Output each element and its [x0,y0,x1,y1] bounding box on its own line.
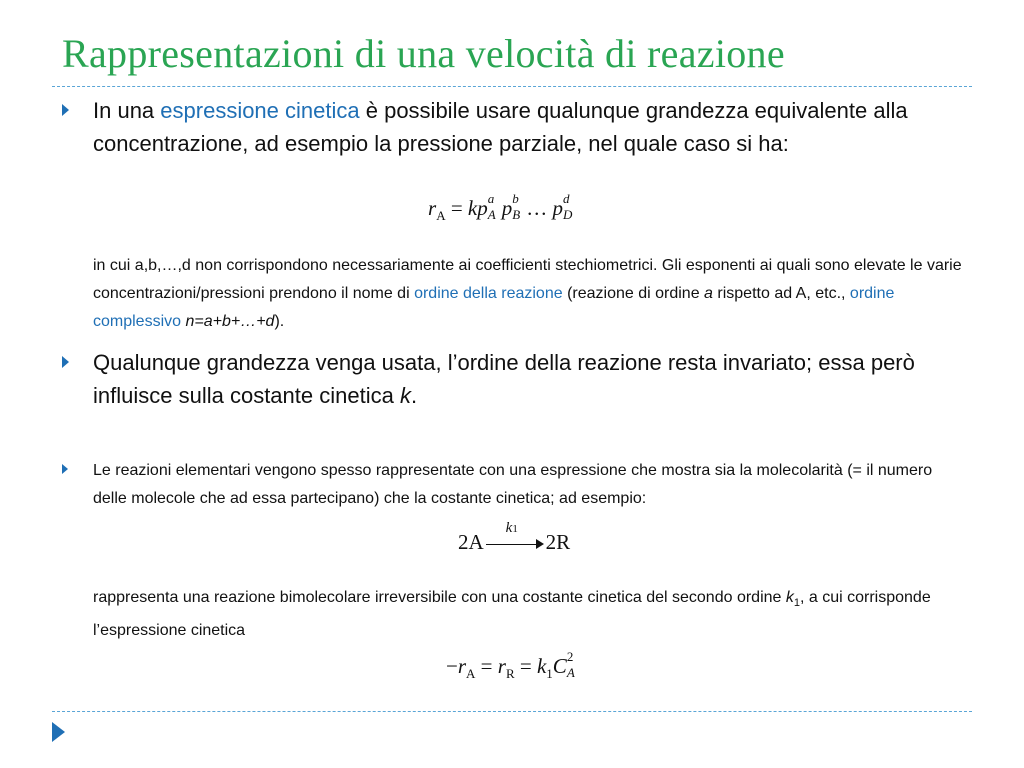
eq-superscript: 2 [566,649,574,664]
text-run: In una [93,98,161,123]
eq-ellipsis: … [526,196,548,220]
eq-subscript: B [512,207,521,222]
bullet-arrow-icon [62,356,69,368]
eq-subscript: D [563,207,573,222]
bullet-paragraph-1 [93,94,963,160]
equation-rate-pressure [428,191,577,224]
eq-subscript: A [466,666,476,681]
title-divider [52,86,972,87]
highlight-term: espressione cinetica [160,98,360,123]
text-run: . [410,383,418,408]
bullet-arrow-icon [62,464,68,474]
eq-equals: = [450,196,463,220]
eq-equals: = [480,654,493,678]
subscript: 1 [793,597,800,610]
eq-symbol: p [501,196,513,220]
highlight-term: ordine complessivo [93,285,895,330]
eq-symbol: r [497,654,506,678]
eq-symbol: p [552,196,563,220]
eq-symbol: k [505,520,513,537]
eq-symbol: k [536,654,547,678]
eq-subscript: A [436,208,446,223]
eq-symbol: r [457,654,467,678]
slide-title: Rappresentazioni di una velocità di reazione [62,31,785,76]
text-run: (reazione di ordine [562,285,705,302]
equation-rate-law [446,649,581,682]
text-run: ). [274,313,285,330]
italic-term: k [399,383,411,408]
bullet-arrow-icon [62,104,69,116]
eq-superscript: d [563,191,570,206]
eq-equals: = [519,654,532,678]
eq-subscript: A [487,207,496,222]
eq-superscript: b [512,191,519,206]
eq-symbol: C [552,654,567,678]
text-run: , a cui corrisponde l’espressione cinetica [93,589,931,640]
eq-product: 2R [545,530,571,554]
eq-subscript: 1 [546,666,553,681]
text-run: rispetto ad A, etc., [712,285,850,302]
footer-divider [52,711,972,712]
eq-symbol: p [477,196,488,220]
eq-symbol: k [467,196,478,220]
eq-minus: − [446,654,458,678]
reaction-arrow-icon [486,520,544,554]
equation-reaction [458,520,571,555]
next-slide-arrow-icon[interactable] [52,722,65,742]
note-paragraph-2 [93,584,963,645]
note-paragraph-1 [93,252,963,336]
italic-term: k [785,589,794,606]
highlight-term: ordine della reazione [414,285,563,302]
eq-subscript: 1 [512,523,518,536]
bullet-paragraph-2 [93,346,963,412]
eq-reactant: 2A [458,530,484,554]
text-run: Qualunque grandezza venga usata, l’ordine della reazione resta invariato; essa però influisce sulla costante cinetica [93,350,915,408]
italic-term: a [704,285,713,302]
bullet-paragraph-3 [93,457,963,513]
eq-symbol: r [428,196,437,220]
eq-subscript: A [566,665,575,680]
text-run: è possibile usare qualunque grandezza equivalente alla concentrazione, ad esempio la pressione parziale, nel quale caso si ha: [93,98,908,156]
text-run: rappresenta una reazione bimolecolare irreversibile con una costante cinetica del secondo ordine [93,589,786,606]
text-run: Le reazioni elementari vengono spesso rappresentate con una espressione che mostra sia la molecolarità (= il numero delle molecole che ad essa partecipano) che la costante cinetica; ad esempio: [93,462,933,507]
italic-term: n=a+b+…+d [185,313,275,330]
eq-superscript: a [487,191,495,206]
text-run: in cui a,b,…,d non corrispondono necessariamente ai coefficienti stechiometrici. Gli esponenti ai quali sono elevate le varie concentrazioni/pressioni prendono il nome di [93,257,962,302]
eq-subscript: R [505,666,515,681]
